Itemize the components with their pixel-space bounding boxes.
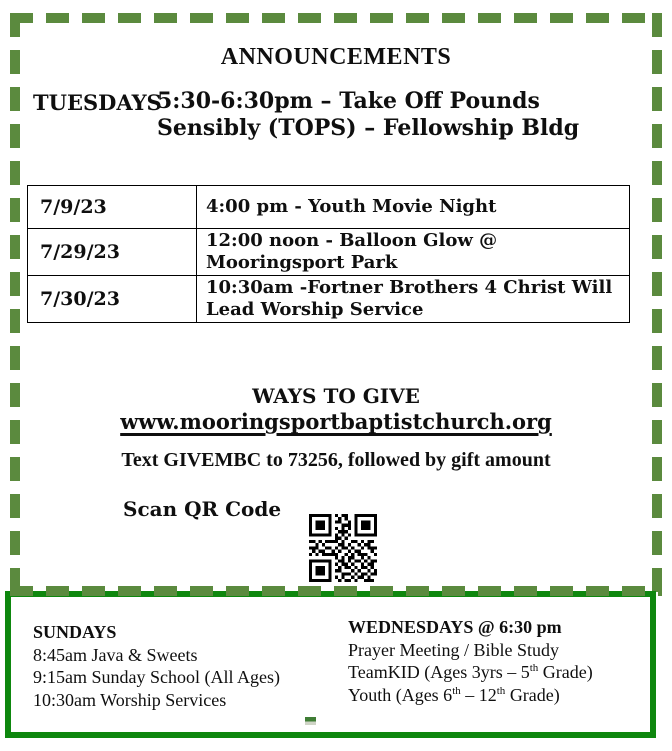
sundays-heading: SUNDAYS xyxy=(33,622,117,642)
tuesdays-event-text xyxy=(157,88,637,142)
event-detail-cell: 4:00 pm - Youth Movie Night xyxy=(197,186,630,229)
dashed-border-top xyxy=(10,13,662,23)
event-date-cell: 7/30/23 xyxy=(28,276,197,323)
tuesdays-label: TUESDAYS xyxy=(33,90,162,115)
dashed-border-left xyxy=(10,13,20,596)
tuesdays-event-line2: Sensibly (TOPS) – Fellowship Bldg xyxy=(157,115,580,141)
ways-to-give-heading: WAYS TO GIVE xyxy=(252,384,420,408)
sundays-item: 10:30am Worship Services xyxy=(33,689,227,710)
table-row xyxy=(28,186,630,229)
event-date-cell: 7/29/23 xyxy=(28,229,197,276)
event-date-cell: 7/9/23 xyxy=(28,186,197,229)
event-detail-cell: 10:30am -Fortner Brothers 4 Christ Will Lead Worship Service xyxy=(197,276,630,323)
wednesdays-schedule xyxy=(348,616,593,706)
wednesdays-item: Youth (Ages 6th – 12th Grade) xyxy=(348,684,560,705)
qr-code-icon xyxy=(308,514,378,582)
superscript: th xyxy=(529,662,539,674)
giving-website-link[interactable] xyxy=(0,409,672,434)
dashed-border-bottom xyxy=(10,586,662,596)
green-dash-mark xyxy=(305,717,316,725)
sundays-item: 9:15am Sunday School (All Ages) xyxy=(33,667,280,687)
wednesdays-item: Prayer Meeting / Bible Study xyxy=(348,639,559,660)
event-detail-cell: 12:00 noon - Balloon Glow @ Mooringsport Park xyxy=(197,229,630,276)
giving-website-url[interactable]: www.mooringsportbaptistchurch.org xyxy=(120,409,552,434)
sundays-schedule xyxy=(33,621,280,711)
page-title: ANNOUNCEMENTS xyxy=(220,44,452,70)
scan-qr-label: Scan QR Code xyxy=(123,497,282,521)
weekly-schedule-box xyxy=(5,591,656,738)
superscript: th xyxy=(496,684,506,697)
text-to-give-instructions: Text GIVEMBC to 73256, followed by gift amount xyxy=(121,449,551,471)
sundays-item: 8:45am Java & Sweets xyxy=(33,644,198,665)
superscript: th xyxy=(452,684,461,697)
wednesdays-item: TeamKID (Ages 3yrs – 5th Grade) xyxy=(348,662,593,682)
table-row xyxy=(28,229,630,276)
dashed-border-right xyxy=(652,13,662,596)
wednesdays-heading: WEDNESDAYS @ 6:30 pm xyxy=(348,617,562,637)
tuesdays-event-line1: 5:30-6:30pm – Take Off Pounds xyxy=(157,88,540,114)
table-row xyxy=(28,276,630,323)
events-table xyxy=(27,185,630,323)
